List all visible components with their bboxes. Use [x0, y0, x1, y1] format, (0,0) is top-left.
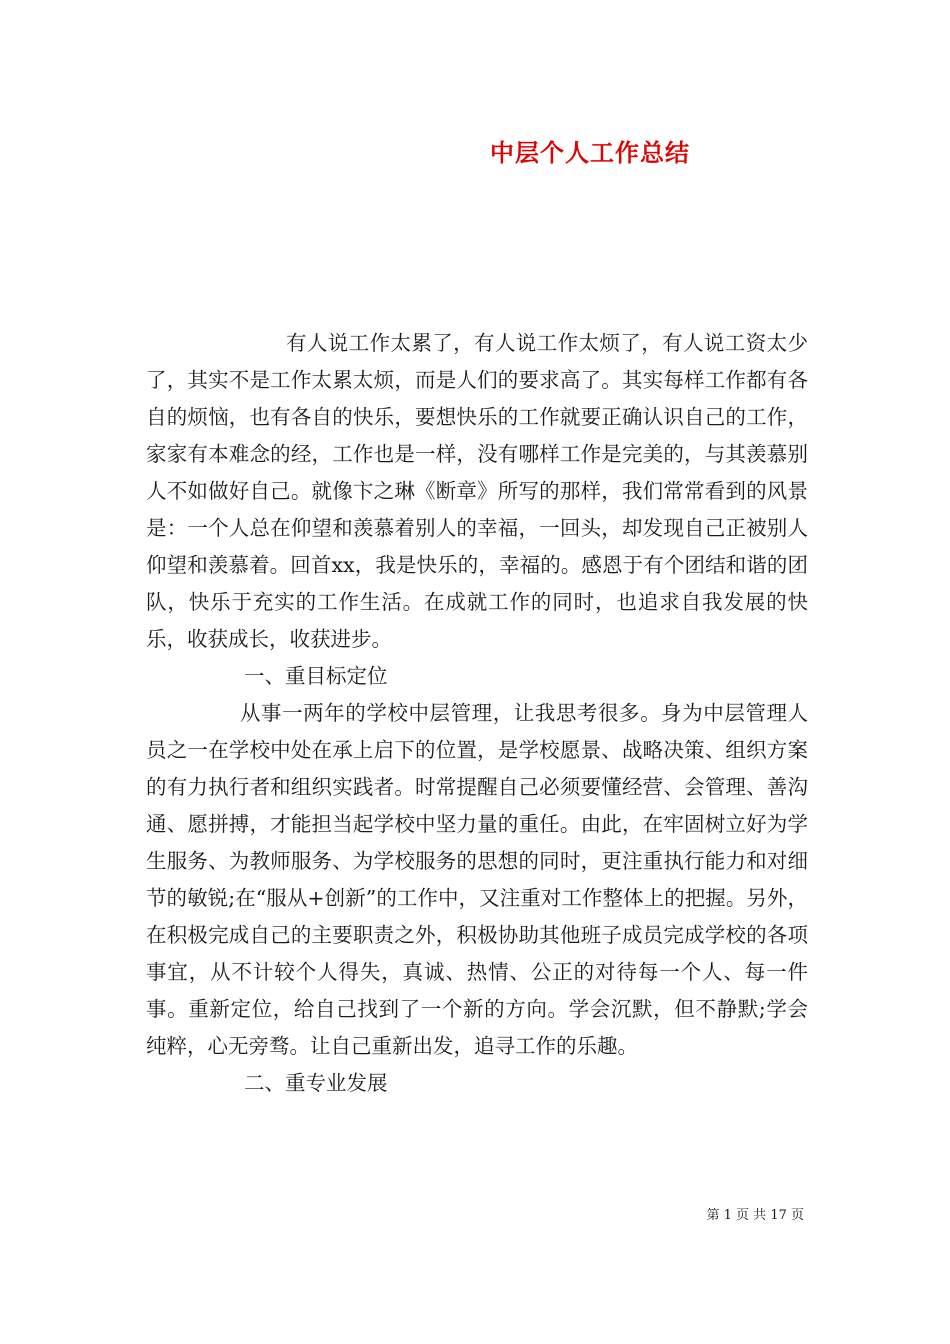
page-footer: 第 1 页 共 17 页 [706, 1208, 804, 1223]
section-1-paragraph: 从事一两年的学校中层管理，让我思考很多。身为中层管理人员之一在学校中处在承上启下的位置，是学校愿景、战略决策、组织方案的有力执行者和组织实践者。时常提醒自己必须要懂经营、会管理、善沟通、愿拼搏，才能担当起学校中坚力量的重任。由此，在牢固树立好为学生服务、为教师服务、为学校服务的思想的同时，更注重执行能力和对细节的敏锐;在“服从+创新”的工作中，又注重对工作整体上的把握。另外，在积极完成自己的主要职责之外，积极协助其他班子成员完成学校的各项事宜，从不计较个人得失，真诚、热情、公正的对待每一个人、每一件事。重新定位，给自己找到了一个新的方向。学会沉默，但不静默;学会纯粹，心无旁骛。让自己重新出发，追寻工作的乐趣。 [146, 701, 808, 1058]
intro-paragraph: 有人说工作太累了，有人说工作太烦了，有人说工资太少了，其实不是工作太累太烦，而是人们的要求高了。其实每样工作都有各自的烦恼，也有各自的快乐，要想快乐的工作就要正确认识自己的工作，家家有本难念的经，工作也是一样，没有哪样工作是完美的，与其羡慕别人不如做好自己。就像卞之琳《断章》所写的那样，我们常常看到的风景是：一个人总在仰望和羡慕着别人的幸福，一回头，却发现自己正被别人仰望和羡慕着。回首xx，我是快乐的，幸福的。感恩于有个团结和谐的团队，快乐于充实的工作生活。在成就工作的同时，也追求自我发展的快乐，收获成长，收获进步。 [146, 331, 808, 651]
section-heading-1: 一、重目标定位 [244, 664, 388, 688]
document-body [146, 325, 808, 1102]
document-title: 中层个人工作总结 [490, 138, 690, 167]
section-heading-2: 二、重专业发展 [244, 1071, 388, 1095]
